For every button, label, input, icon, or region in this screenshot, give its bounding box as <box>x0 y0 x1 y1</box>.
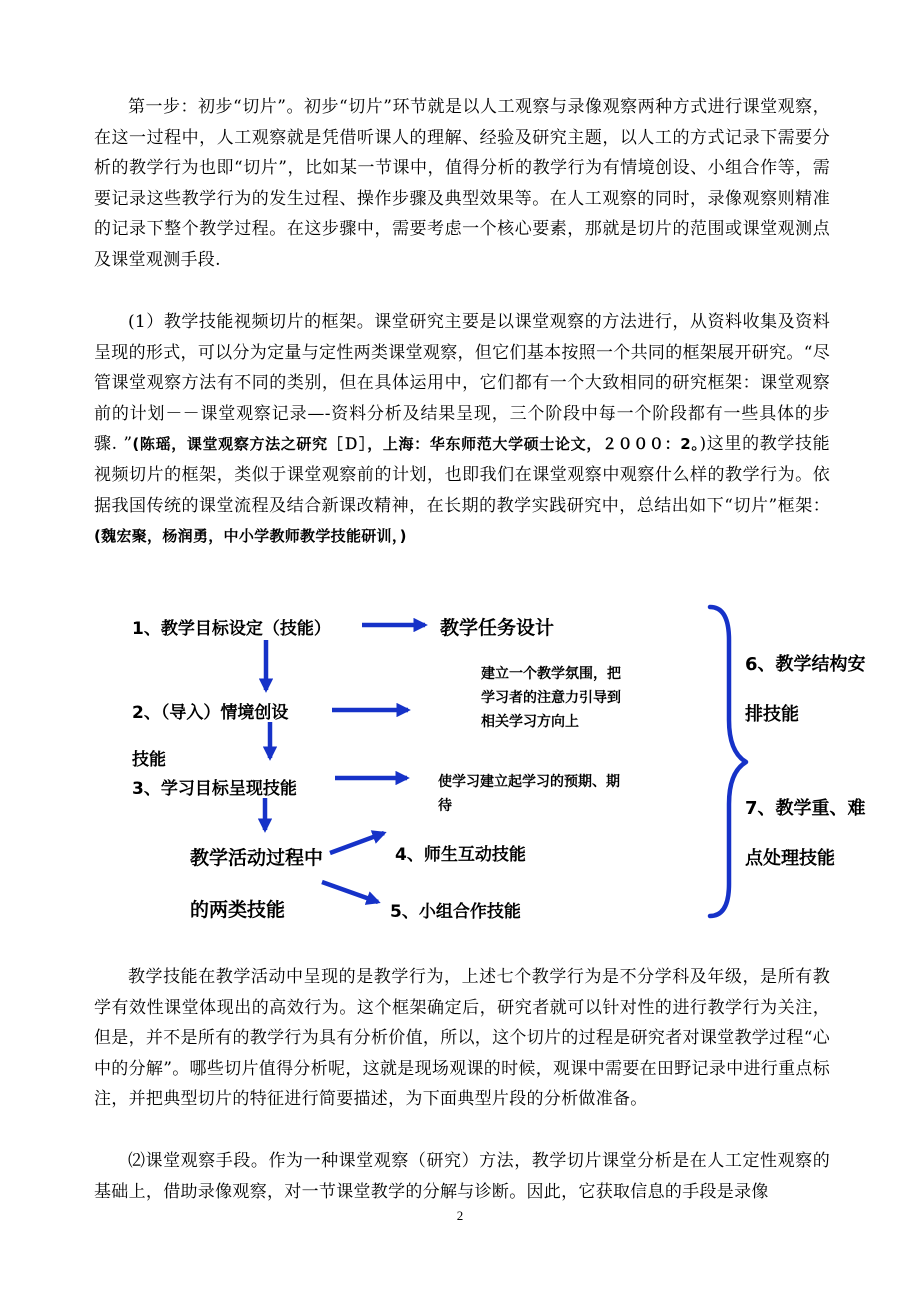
right-brace <box>710 607 746 916</box>
paragraph-frame <box>94 307 830 552</box>
paragraph-observation-means <box>94 1146 830 1207</box>
arrow-to-n5 <box>322 882 378 902</box>
node-6-structure: 6、教学结构安排技能 <box>745 654 866 725</box>
node-1-goal-setting: 1、教学目标设定（技能） <box>132 619 331 639</box>
citation-1: (陈瑶，课堂观察方法之研究［Ｄ］，上海：华东师范大学硕士论文，２０００：2。 <box>132 435 700 454</box>
frame-text <box>94 307 830 552</box>
node-3-objectives: 3、学习目标呈现技能 <box>132 779 297 799</box>
frame-text-part2: )这里的教学技能视频切片的框架，类似于课堂观察前的计划，也即我们在课堂观察中观察什么样的教学行为。依据我国传统的课堂流程及结合新课改精神，在长期的教学实践研究中，总结出如下“切片”框架： <box>94 434 830 516</box>
node-5-group-work: 5、小组合作技能 <box>390 902 521 922</box>
paragraph-step1 <box>94 92 830 276</box>
node-activity-skills: 教学活动过程中的两类技能 <box>190 847 324 921</box>
node-2-situation: 2、（导入）情境创设 <box>132 703 289 723</box>
observation-means-text: ⑵课堂观察手段。作为一种课堂观察（研究）方法，教学切片课堂分析是在人工定性观察的基础上，借助录像观察，对一节课堂教学的分解与诊断。因此，它获取信息的手段是录像 <box>94 1151 830 1202</box>
after-diagram-text: 教学技能在教学活动中呈现的是教学行为，上述七个教学行为是不分学科及年级，是所有教学有效性课堂体现出的高效行为。这个框架确定后，研究者就可以针对性的进行教学行为关注，但是，并不是所有的教学行为具有分析价值，所以，这个切片的过程是研究者对课堂教学过程“心中的分解”。哪些切片值得分析呢，这就是现场观课的时候，观课中需要在田野记录中进行重点标注，并把典型切片的特征进行简要描述，为下面典型片段的分析做准备。 <box>94 967 830 1110</box>
node-7-key-points: 7、教学重、难点处理技能 <box>745 798 866 869</box>
node-task-design: 教学任务设计 <box>440 617 555 639</box>
note-expectation: 使学习建立起学习的预期、期待 <box>438 774 620 814</box>
step1-text: 第一步：初步“切片”。初步“切片”环节就是以人工观察与录像观察两种方式进行课堂观察，在这一过程中，人工观察就是凭借听课人的理解、经验及研究主题，以人工的方式记录下需要分析的教学行为也即“切片”，比如某一节课中，值得分析的教学行为有情境创设、小组合作等，需要记录这些教学行为的发生过程、操作步骤及典型效果等。在人工观察的同时，录像观察则精准的记录下整个教学过程。在这步骤中，需要考虑一个核心要素，那就是切片的范围或课堂观测点及课堂观测手段. <box>94 97 830 270</box>
node-4-interaction: 4、师生互动技能 <box>395 845 526 865</box>
paragraph-after-diagram <box>94 962 830 1115</box>
node-2-skill: 技能 <box>132 750 166 770</box>
citation-2: (魏宏聚，杨润勇，中小学教师教学技能研训，) <box>94 527 407 546</box>
page-number: 2 <box>456 1208 464 1223</box>
note-atmosphere: 建立一个教学氛围，把学习者的注意力引导到相关学习方向上 <box>481 666 621 730</box>
frame-text-part1: (1）教学技能视频切片的框架。课堂研究主要是以课堂观察的方法进行，从资料收集及资料呈现的形式，可以分为定量与定性两类课堂观察，但它们基本按照一个共同的框架展开研究。“尽管课堂观察方法有不同的类别，但在具体运用中，它们都有一个大致相同的研究框架：课堂观察前的计划－－课堂观察记录—-资料分析及结果呈现，三个阶段中每一个阶段都有一些具体的步骤. ” <box>94 312 830 455</box>
arrow-to-n4 <box>330 833 384 853</box>
